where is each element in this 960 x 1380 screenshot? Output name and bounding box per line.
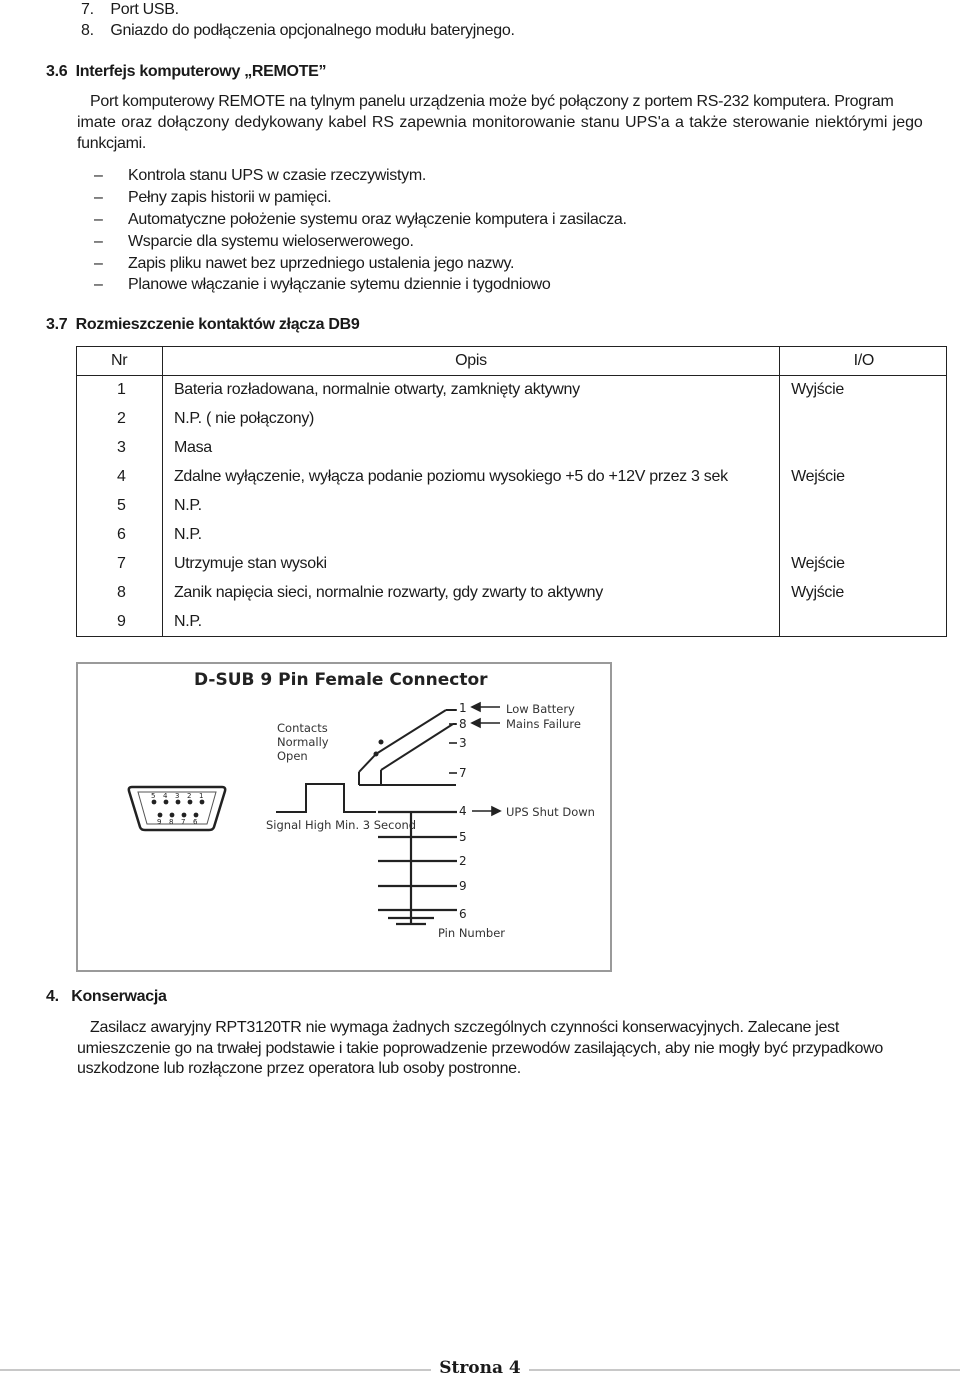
cell-io: Wyjście — [780, 579, 947, 608]
table-row — [77, 463, 947, 492]
page-number: Strona 4 — [431, 1358, 529, 1378]
cell-io — [780, 608, 947, 637]
column-header-nr: Nr — [77, 347, 163, 376]
section-heading-3-6 — [46, 63, 326, 81]
contacts-label: Normally — [277, 735, 329, 749]
cell-opis: Utrzymuje stan wysoki — [162, 550, 779, 579]
cell-nr: 4 — [77, 463, 163, 492]
pin-label: 6 — [459, 907, 467, 921]
feature-item: – Kontrola stanu UPS w czasie rzeczywistym. — [94, 167, 427, 184]
table-row — [77, 492, 947, 521]
cell-nr: 1 — [77, 376, 163, 405]
cell-nr: 3 — [77, 434, 163, 463]
list-number: 7. — [81, 1, 94, 18]
table-row — [77, 608, 947, 637]
dsub9-connector-diagram — [76, 662, 612, 972]
pin-table — [76, 346, 947, 637]
table-row — [77, 405, 947, 434]
cell-nr: 6 — [77, 521, 163, 550]
cell-opis: Zdalne wyłączenie, wyłącza podanie poziomu wysokiego +5 do +12V przez 3 sek — [162, 463, 779, 492]
signal-label: Signal High Min. 3 Second — [266, 818, 417, 832]
paragraph-line: funkcjami. — [77, 135, 147, 152]
db9-connector-icon — [129, 787, 225, 830]
feature-item: – Planowe włączanie i wyłączanie sytemu dziennie i tygodniowo — [94, 276, 551, 293]
table-header-row — [77, 347, 947, 376]
cell-nr: 2 — [77, 405, 163, 434]
section-number: 3.6 — [46, 63, 68, 80]
svg-text:3: 3 — [175, 792, 180, 800]
table-row — [77, 550, 947, 579]
paragraph-line: umieszczenie go na trwałej podstawie i takie poprowadzenie przewodów zasilających, aby nie mogły być przypadkowo — [77, 1040, 883, 1057]
section-title: Konserwacja — [71, 988, 167, 1005]
column-header-opis: Opis — [162, 347, 779, 376]
cell-io: Wyjście — [780, 376, 947, 405]
list-text: Port USB. — [110, 1, 179, 18]
paragraph-line: Port komputerowy REMOTE na tylnym panelu urządzenia może być połączony z portem RS-232 komputera. Program — [90, 93, 894, 110]
section-title: Rozmieszczenie kontaktów złącza DB9 — [75, 316, 360, 333]
cell-io: Wejście — [780, 550, 947, 579]
pin-label: 9 — [459, 879, 467, 893]
list-number: 8. — [81, 22, 94, 39]
cell-opis: N.P. — [162, 608, 779, 637]
list-text: Gniazdo do podłączenia opcjonalnego modułu bateryjnego. — [110, 22, 515, 39]
pin-label: 5 — [459, 830, 467, 844]
feature-item: – Automatyczne położenie systemu oraz wyłączenie komputera i zasilacza. — [94, 211, 627, 228]
contacts-label: Contacts — [277, 721, 328, 735]
cell-io — [780, 492, 947, 521]
svg-text:6: 6 — [193, 818, 198, 826]
pin-number-label: Pin Number — [438, 926, 506, 940]
cell-io — [780, 405, 947, 434]
cell-nr: 5 — [77, 492, 163, 521]
paragraph-line: imate oraz dołączony dedykowany kabel RS zapewnia monitorowanie stanu UPS'a a także sterowanie niektórymi jego — [77, 114, 923, 131]
ups-shutdown-label: UPS Shut Down — [506, 805, 595, 819]
cell-io — [780, 521, 947, 550]
cell-opis: Zanik napięcia sieci, normalnie rozwarty, gdy zwarty to aktywny — [162, 579, 779, 608]
cell-nr: 7 — [77, 550, 163, 579]
cell-io: Wejście — [780, 463, 947, 492]
svg-text:1: 1 — [199, 792, 204, 800]
svg-text:7: 7 — [181, 818, 186, 826]
pin-label: 4 — [459, 804, 467, 818]
diagram-title: D-SUB 9 Pin Female Connector — [194, 670, 488, 690]
pin-label: 1 — [459, 701, 467, 715]
svg-text:4: 4 — [163, 792, 168, 800]
cell-nr: 9 — [77, 608, 163, 637]
table-row — [77, 579, 947, 608]
pin-label: 7 — [459, 766, 467, 780]
cell-nr: 8 — [77, 579, 163, 608]
section-title: Interfejs komputerowy „REMOTE” — [75, 63, 327, 80]
svg-text:8: 8 — [169, 818, 174, 826]
paragraph-line: Zasilacz awaryjny RPT3120TR nie wymaga żadnych szczególnych czynności konserwacyjnych. Zalecane jest — [90, 1019, 840, 1036]
column-header-io: I/O — [780, 347, 947, 376]
cell-opis: Bateria rozładowana, normalnie otwarty, zamknięty aktywny — [162, 376, 779, 405]
cell-io — [780, 434, 947, 463]
mains-failure-label: Mains Failure — [506, 717, 581, 731]
list-item-7 — [81, 1, 179, 19]
list-item-8 — [81, 22, 515, 40]
pin-label: 8 — [459, 717, 467, 731]
svg-text:9: 9 — [157, 818, 162, 826]
section-heading-4 — [46, 988, 167, 1006]
feature-item: – Wsparcie dla systemu wieloserwerowego. — [94, 233, 414, 250]
pin-label: 3 — [459, 736, 467, 750]
page-footer — [0, 1358, 960, 1378]
feature-item: – Pełny zapis historii w pamięci. — [94, 189, 332, 206]
contacts-label: Open — [277, 749, 308, 763]
cell-opis: N.P. — [162, 521, 779, 550]
table-row — [77, 434, 947, 463]
feature-item: – Zapis pliku nawet bez uprzedniego ustalenia jego nazwy. — [94, 255, 515, 272]
cell-opis: Masa — [162, 434, 779, 463]
table-row — [77, 521, 947, 550]
table-row — [77, 376, 947, 405]
low-battery-label: Low Battery — [506, 702, 575, 716]
cell-opis: N.P. — [162, 492, 779, 521]
section-heading-3-7 — [46, 316, 359, 334]
svg-text:2: 2 — [187, 792, 192, 800]
pin-label: 2 — [459, 854, 467, 868]
svg-text:5: 5 — [151, 792, 156, 800]
paragraph-line: uszkodzone lub rozłączone przez operatora lub osoby postronne. — [77, 1060, 521, 1077]
cell-opis: N.P. ( nie połączony) — [162, 405, 779, 434]
section-number: 3.7 — [46, 316, 68, 333]
section-number: 4. — [46, 988, 59, 1005]
